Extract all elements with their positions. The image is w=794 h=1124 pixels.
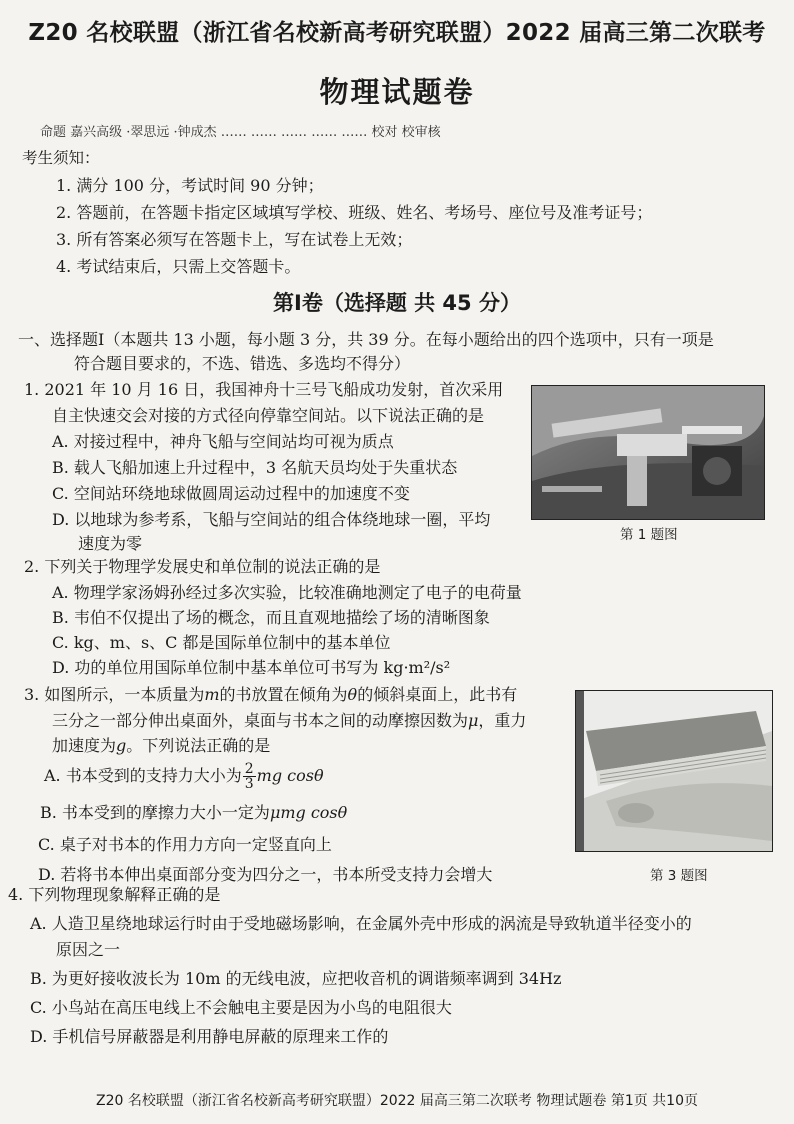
book-on-table-photo [575,690,773,852]
q4-option-d: D. 手机信号屏蔽器是利用静电屏蔽的原理来工作的 [30,1027,389,1046]
fraction-denominator: 3 [244,776,254,792]
q3-option-a-prefix: A. 书本受到的支持力大小为 [44,766,242,785]
q3-option-b [40,800,347,823]
q4-option-a-line2: 原因之一 [56,940,121,959]
q2-option-b: B. 韦伯不仅提出了场的概念，而且直观地描绘了场的清晰图象 [52,608,490,627]
q1-figure-caption: 第 1 题图 [620,527,678,543]
notice-item: 1. 满分 100 分，考试时间 90 分钟； [56,176,324,195]
q1-stem-line2: 自主快速交会对接的方式径向停靠空间站。以下说法正确的是 [52,406,485,425]
author-line-text: 命题 嘉兴高级 ·翠思远 ·钟成杰 …… …… …… …… …… 校对 校审核 [40,125,441,140]
q3-option-b-prefix: B. 书本受到的摩擦力大小一定为 [40,803,270,822]
q3-stem-line2 [52,708,526,731]
q4-stem: 4. 下列物理现象解释正确的是 [8,885,221,904]
q3-text: 三分之一部分伸出桌面外，桌面与书本之间的动摩擦因数为 [52,711,469,730]
q3-text: 。下列说法正确的是 [126,736,271,755]
q3-figure-caption: 第 3 题图 [650,868,708,884]
q2-option-c: C. kg、m、s、C 都是国际单位制中的基本单位 [52,633,391,652]
fraction [243,762,256,791]
part-heading-line1: 一、选择题Ⅰ（本题共 13 小题，每小题 3 分，共 39 分。在每小题给出的四个选项中，只有一项是 [18,330,714,349]
q1-option-a: A. 对接过程中，神舟飞船与空间站均可视为质点 [52,432,394,451]
q2-option-a: A. 物理学家汤姆孙经过多次实验，比较准确地测定了电子的电荷量 [52,583,522,602]
q3-option-a [44,762,324,791]
q2-option-d: D. 功的单位用国际单位制中基本单位可书写为 kg·m²/s² [52,658,451,677]
book-on-table-illustration [576,691,772,851]
q3-text: 3. 如图所示，一本质量为 [24,685,205,704]
q3-option-a-expr: mg cosθ [256,766,324,785]
q3-text: ，重力 [478,711,527,730]
q1-stem-line1: 1. 2021 年 10 月 16 日，我国神舟十三号飞船成功发射，首次采用 [24,380,504,399]
q1-option-d: D. 以地球为参考系，飞船与空间站的组合体绕地球一圈，平均 [52,510,491,529]
notice-item: 4. 考试结束后，只需上交答题卡。 [56,257,301,276]
part-heading [18,328,768,376]
q4-option-c: C. 小鸟站在高压电线上不会触电主要是因为小鸟的电阻很大 [30,998,452,1017]
q3-option-b-expr: μmg cosθ [269,803,348,822]
section-title: 第Ⅰ卷（选择题 共 45 分） [273,291,521,315]
q3-var-m: m [204,685,220,704]
q3-text: 加速度为 [52,736,117,755]
q3-text: 的书放置在倾角为 [219,685,348,704]
space-station-illustration [532,386,764,519]
notice-heading: 考生须知： [22,149,100,167]
q3-var-mu: μ [468,711,479,730]
header-title: Z20 名校联盟（浙江省名校新高考研究联盟）2022 届高三第二次联考 [28,20,766,46]
q3-var-g: g [116,736,127,755]
notice-item: 2. 答题前，在答题卡指定区域填写学校、班级、姓名、考场号、座位号及准考证号； [56,203,653,222]
q3-option-d: D. 若将书本伸出桌面部分变为四分之一，书本所受支持力会增大 [38,865,493,884]
part-heading-line2: 符合题目要求的，不选、错选、多选均不得分） [74,354,411,373]
q3-stem-line3 [52,733,270,756]
space-station-photo [531,385,765,520]
q3-stem-line1 [24,682,517,705]
q4-option-b: B. 为更好接收波长为 10m 的无线电波，应把收音机的调谐频率调到 34Hz [30,969,562,988]
notice-item: 3. 所有答案必须写在答题卡上，写在试卷上无效； [56,230,413,249]
q3-option-c: C. 桌子对书本的作用力方向一定竖直向上 [38,835,332,854]
page-footer: Z20 名校联盟（浙江省名校新高考研究联盟）2022 届高三第二次联考 物理试题卷 第1页 共10页 [95,1093,698,1109]
q3-var-theta: θ [347,685,358,704]
document-title: 物理试题卷 [319,75,475,109]
fraction-numerator: 2 [244,761,254,777]
q3-text: 的倾斜桌面上，此书有 [357,685,518,704]
q1-option-b: B. 载人飞船加速上升过程中，3 名航天员均处于失重状态 [52,458,458,477]
q1-option-c: C. 空间站环绕地球做圆周运动过程中的加速度不变 [52,484,410,503]
q2-stem: 2. 下列关于物理学发展史和单位制的说法正确的是 [24,557,381,576]
q4-option-a-line1: A. 人造卫星绕地球运行时由于受地磁场影响，在金属外壳中形成的涡流是导致轨道半径变小的 [30,914,692,933]
q1-option-d-cont: 速度为零 [78,534,143,553]
author-line-cropped [40,120,760,140]
